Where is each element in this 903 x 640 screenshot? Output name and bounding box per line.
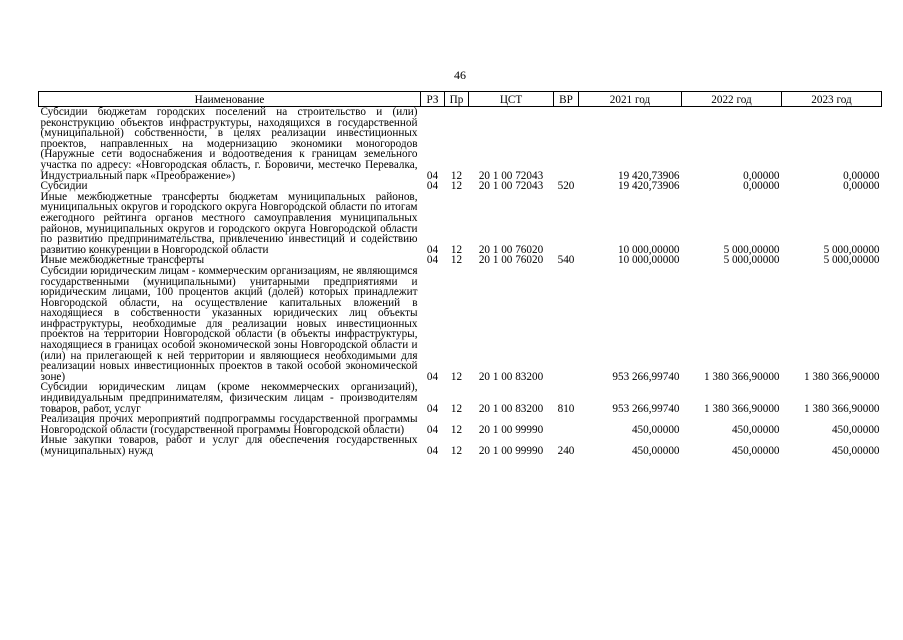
table-row [39,192,882,256]
row-pr: 12 [450,169,463,182]
table-row [39,382,882,414]
row-name: Иные межбюджетные трансферты бюджетам муниципальных районов, муниципальных округов и городского округа Новгородской области по итогам ежегодного рейтинга органов местного самоуправления муниципальных районов, муниципальных округов и городского округа Новгородской области по развитию предпринимательства, привлечению инвестиций и содействию развитию конкуренции в Новгородской области [40,190,418,256]
row-pr: 12 [450,254,463,267]
row-2022: 450,00000 [731,423,780,436]
table-row [39,107,882,182]
row-2021: 953 266,99740 [612,370,680,383]
row-cst: 20 1 00 99990 [478,423,544,436]
row-2023: 450,00000 [831,445,880,457]
row-vr [554,414,579,435]
row-cst: 20 1 00 76020 [478,243,544,256]
header-cst: ЦСТ [469,92,554,107]
row-name: Иные закупки товаров, работ и услуг для обеспечения государственных (муниципальных) нужд [40,434,418,457]
header-rz: РЗ [421,92,445,107]
row-2023: 5 000,00000 [823,243,880,256]
header-2023: 2023 год [782,92,882,107]
row-pr: 12 [450,370,463,383]
row-name: Иные межбюджетные трансферты [40,254,205,267]
header-vr: ВР [554,92,579,107]
row-2023: 0,00000 [843,169,880,182]
row-2021: 450,00000 [631,423,680,436]
row-name: Субсидии бюджетам городских поселений на строительство и (или) реконструкцию объектов инфраструктуры, находящихся в государственной (муниципальной) собственности, в целях реализации инвестиционных проектов, направленных на модернизацию экономики моногородов (Наружные сети водоснабжения и водоотведения к границам земельного участка по адресу: «Новгородская область, г. Боровичи, местечко Перевалка, Индустриальный парк «Преображение») [40,106,418,182]
header-name: Наименование [39,92,421,107]
row-pr: 12 [450,180,463,193]
header-row [39,92,882,107]
row-rz: 04 [426,243,439,256]
row-pr: 12 [450,402,463,415]
row-vr: 810 [557,402,575,415]
row-2022: 0,00000 [743,180,780,193]
row-cst: 20 1 00 76020 [478,254,544,267]
row-2022: 450,00000 [731,445,780,457]
table-row [39,435,882,456]
row-2022: 5 000,00000 [723,243,780,256]
header-2021: 2021 год [579,92,682,107]
row-2022: 1 380 366,90000 [703,370,780,383]
row-rz: 04 [426,370,439,383]
budget-table [38,91,882,457]
row-rz: 04 [426,445,439,457]
row-name: Реализация прочих мероприятий подпрограммы государственной программы Новгородской области (государственной программы Новгородской области) [40,413,418,436]
row-2023: 0,00000 [843,180,880,193]
row-vr [554,266,579,383]
row-2022: 0,00000 [743,169,780,182]
row-2021: 19 420,73906 [617,169,680,182]
row-rz: 04 [426,254,439,267]
row-name: Субсидии [40,180,88,193]
row-pr: 12 [450,243,463,256]
row-pr: 12 [450,423,463,436]
row-name: Субсидии юридическим лицам (кроме некоммерческих организаций), индивидуальным предпринимателям, физическим лицам - производителям товаров, работ, услуг [40,381,418,415]
table-row [39,414,882,435]
row-2021: 19 420,73906 [617,180,680,193]
row-vr: 540 [557,254,575,267]
row-2023: 5 000,00000 [823,254,880,267]
row-cst: 20 1 00 99990 [478,445,544,457]
row-2021: 10 000,00000 [617,243,680,256]
row-2023: 450,00000 [831,423,880,436]
row-cst: 20 1 00 72043 [478,169,544,182]
row-vr: 240 [557,445,575,457]
row-rz: 04 [426,402,439,415]
row-2023: 1 380 366,90000 [803,370,880,383]
page-number: 46 [454,68,466,82]
row-name: Субсидии юридическим лицам - коммерческим организациям, не являющимся государственными (муниципальными) унитарными предприятиями и юридическим лицами, 100 процентов акций (долей) которых принадлежит Новгородской области, на осуществление капитальных вложений в находящиеся в собственности указанных юридических лиц объекты инфраструктуры, необходимые для реализации новых инвестиционных проектов на территории Новгородской области (в объекты инфраструктуры, находящиеся в границах особой экономической зоны Новгородской области и (или) на прилегающей к ней территории и являющиеся необходимыми для реализации новых инвестиционных проектов в такой особой экономической зоне) [40,264,418,383]
row-2023: 1 380 366,90000 [803,402,880,415]
row-2021: 450,00000 [631,445,680,457]
row-cst: 20 1 00 72043 [478,180,544,193]
row-vr [554,192,579,256]
row-2022: 5 000,00000 [723,254,780,267]
row-2021: 953 266,99740 [612,402,680,415]
header-2022: 2022 год [682,92,782,107]
row-pr: 12 [450,445,463,457]
row-cst: 20 1 00 83200 [478,402,544,415]
row-rz: 04 [426,423,439,436]
header-pr: Пр [445,92,469,107]
row-2022: 1 380 366,90000 [703,402,780,415]
row-rz: 04 [426,180,439,193]
row-cst: 20 1 00 83200 [478,370,544,383]
row-vr: 520 [557,180,575,193]
row-vr [554,107,579,182]
row-rz: 04 [426,169,439,182]
row-2021: 10 000,00000 [617,254,680,267]
table-row [39,266,882,383]
